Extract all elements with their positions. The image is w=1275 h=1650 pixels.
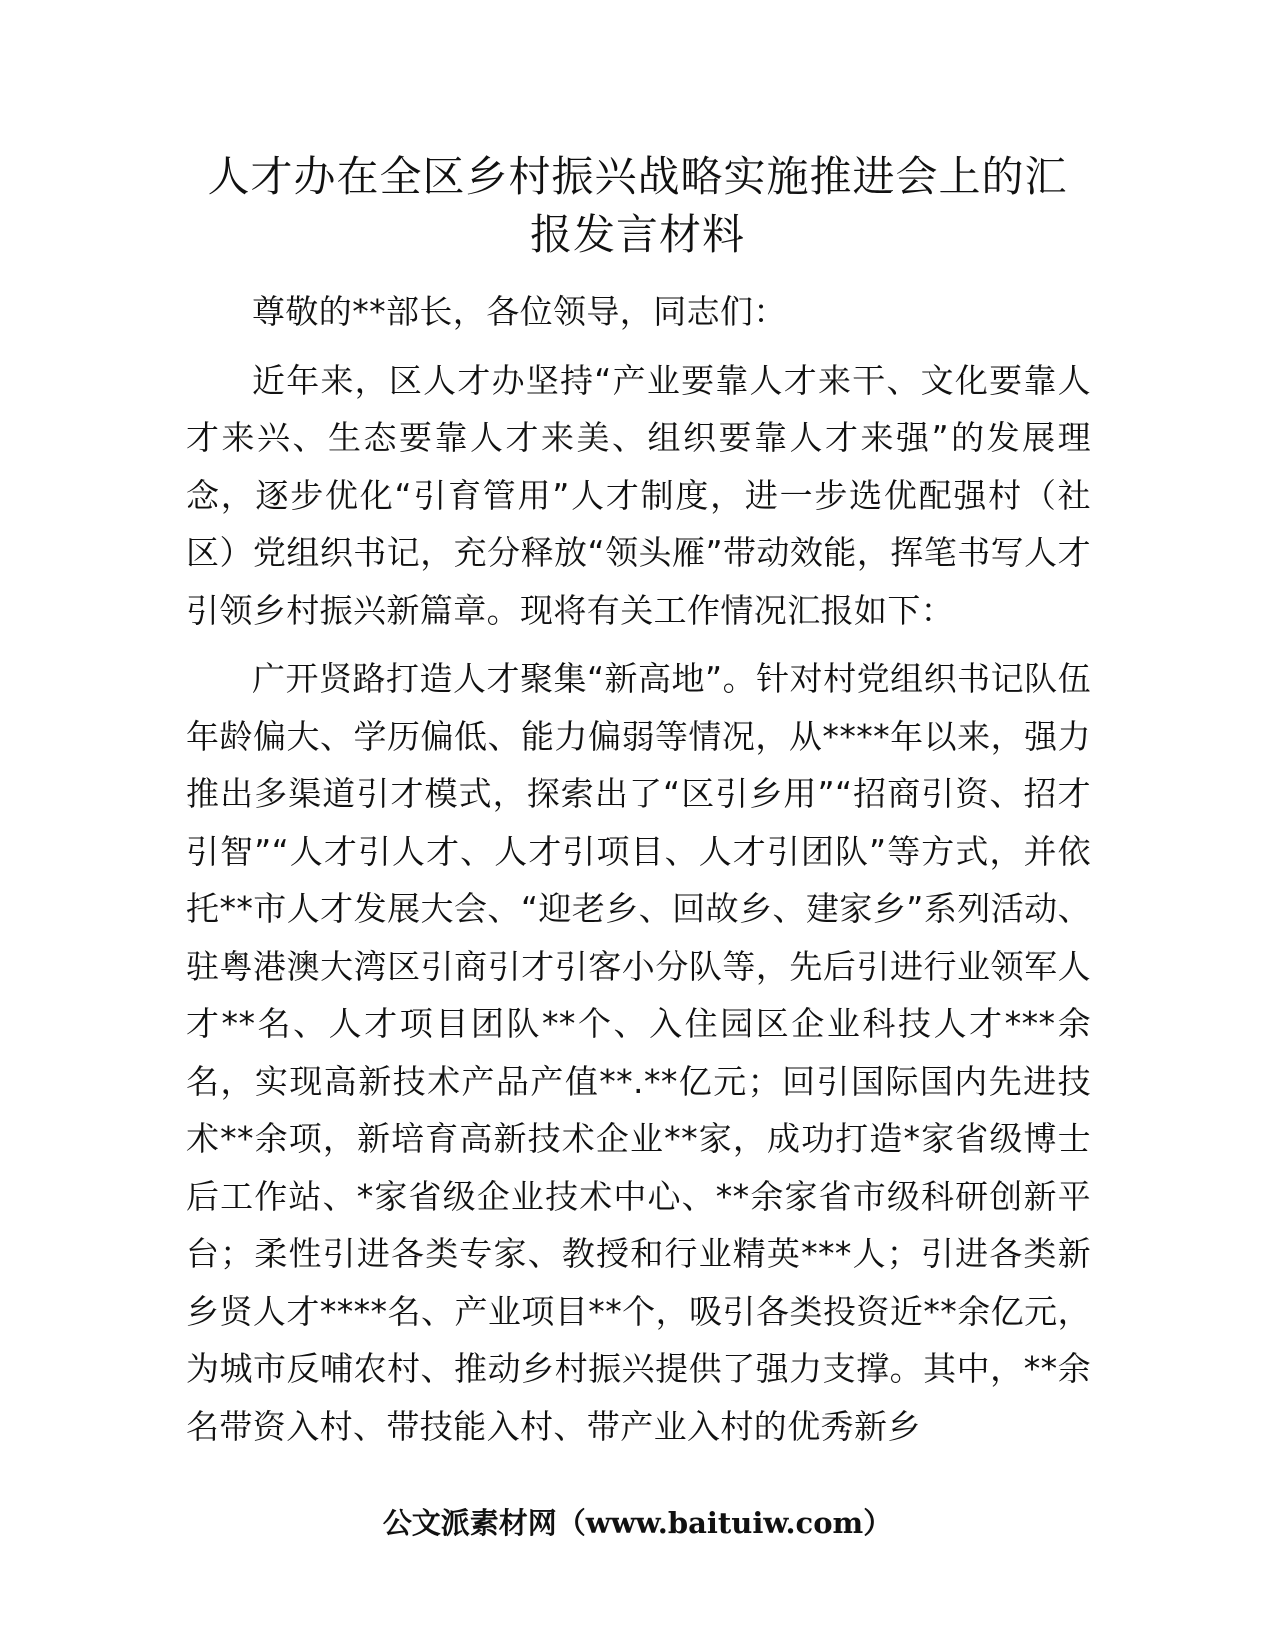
document-title: [150, 148, 1125, 264]
paragraph-intro: 近年来，区人才办坚持“产业要靠人才来干、文化要靠人才来兴、生态要靠人才来美、组织要靠人才来强”的发展理念，逐步优化“引育管用”人才制度，进一步选优配强村（社区）党组织书记，充分释放“领头雁”带动效能，挥笔书写人才引领乡村振兴新篇章。现将有关工作情况汇报如下：: [186, 360, 1091, 630]
paragraph-talent-gathering: 广开贤路打造人才聚集“新高地”。针对村党组织书记队伍年龄偏大、学历偏低、能力偏弱等情况，从****年以来，强力推出多渠道引才模式，探索出了“区引乡用”“招商引资、招才引智”“人才引人才、人才引项目、人才引团队”等方式，并依托**市人才发展大会、“迎老乡、回故乡、建家乡”系列活动、驻粤港澳大湾区引商引才引客小分队等，先后引进行业领军人才**名、人才项目团队**个、入住园区企业科技人才***余名，实现高新技术产品产值**.**亿元；回引国际国内先进技术**余项，新培育高新技术企业**家，成功打造*家省级博士后工作站、*家省级企业技术中心、**余家省市级科研创新平台；柔性引进各类专家、教授和行业精英***人；引进各类新乡贤人才****名、产业项目**个，吸引各类投资近**余亿元，为城市反哺农村、推动乡村振兴提供了强力支撑。其中，**余名带资入村、带技能入村、带产业入村的优秀新乡: [186, 659, 1091, 1446]
title-line-1: 人才办在全区乡村振兴战略实施推进会上的汇: [207, 152, 1068, 201]
salutation: 尊敬的**部长，各位领导，同志们：: [252, 292, 787, 331]
document-body: [186, 283, 1091, 1466]
title-line-2: 报发言材料: [529, 210, 745, 259]
footer-watermark: 公文派素材网（www.baituiw.com）: [382, 1506, 893, 1540]
